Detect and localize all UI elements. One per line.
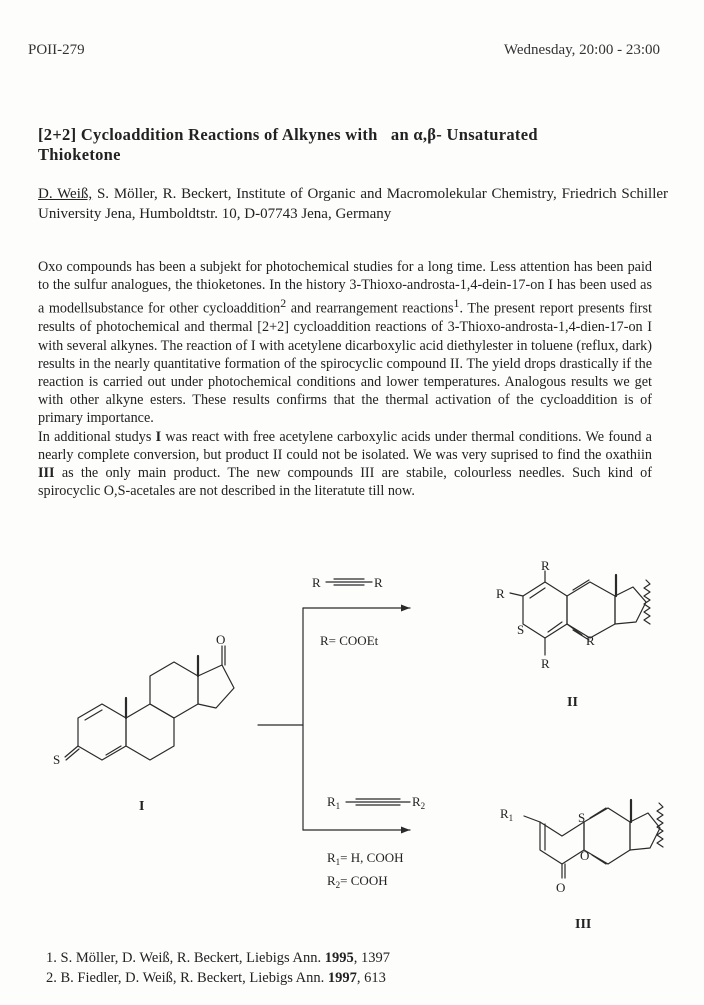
compound-label-ii: II (567, 695, 578, 710)
atom-s-compound-i: S (53, 752, 61, 767)
reference-1 (46, 949, 646, 969)
reference-1-num: 1. (46, 950, 57, 966)
atom-r-ii-right: R (586, 633, 595, 648)
atom-o-iii-carbonyl: O (556, 880, 566, 895)
p2-compound-iii: III (38, 464, 55, 481)
p2-compound-i: I (155, 428, 162, 445)
reference-2 (46, 969, 646, 989)
reference-2-authors: B. Fiedler, D. Weiß, R. Beckert, Liebigs Ann. (60, 969, 325, 986)
p1-part-a: Oxo compounds has been a subjekt for photochemical studies for a long time. Less attention has been paid to the sulfur analogues, the thioketones. In the history 3-Thioxo-androsta-1,4-dein-17-on I has been used as a modellsubstance for other cycloaddition (38, 259, 652, 318)
session-code: POII-279 (28, 42, 85, 58)
atom-o-iii-ring: O (580, 848, 590, 863)
atom-s-iii: S (578, 810, 586, 825)
title-suffix: Thioketone (38, 145, 121, 164)
compound-label-i: I (139, 799, 145, 814)
compound-ii-structure (510, 571, 650, 655)
condition-r2-sub: 2 (335, 880, 341, 890)
condition-top: R= COOEt (320, 633, 379, 648)
title-prefix: [2+2] Cycloaddition Reactions of Alkynes with (38, 125, 378, 144)
reference-2-num: 2. (46, 969, 57, 986)
alkyne-bottom-right-sub: 2 (420, 801, 426, 811)
atom-r1-iii-letter: R (500, 806, 509, 821)
reference-1-authors: S. Möller, D. Weiß, R. Beckert, Liebigs Ann. (60, 950, 322, 966)
title-alpha-beta: an α,β- Unsaturated (390, 125, 538, 144)
p1-part-b: and rearrangement reactions (286, 301, 454, 318)
atom-r-ii-top: R (541, 558, 550, 573)
atom-r-ii-left: R (496, 586, 505, 601)
p1-part-c: . The present report presents first results of photochemical and thermal [2+2] cycloaddition reactions of 3-Thioxo-androsta-1,4-dien-17-on I with several alkynes. The reaction of I with acetylene dicarboxylic acid diethylester in toluene (reflux, dark) results in the nearly quantitative formation of the spirocyclic compound II. The yield drops drastically if the reaction is carried out under photochemical conditions and lower temperatures. Analogous results we get with other alkyne esters. These results confirms that the thermal activation of the cycloaddition is of primary importance. (38, 301, 652, 427)
p2-part-c: as the only main product. The new compounds III are stabile, colourless needles. Such kind of spirocyclic O,S-acetales are not described in the literatute till now. (38, 464, 652, 500)
atom-s-ii: S (517, 622, 525, 637)
alkyne-bottom-right-letter: R (412, 794, 421, 809)
condition-r1-value: = H, COOH (340, 850, 404, 865)
condition-r2-value: = COOH (340, 873, 388, 888)
reference-2-year: 1997 (327, 969, 357, 986)
references (46, 949, 646, 988)
alkyne-top-right-r: R (374, 575, 383, 590)
ref-superscript-2: 2 (280, 296, 287, 311)
atom-r1-iii (500, 806, 513, 823)
presenting-author: D. Weiß, (38, 186, 93, 202)
alkyne-bottom-right-r2 (412, 794, 425, 811)
alkyne-bottom-left-letter: R (327, 794, 336, 809)
alkyne-bottom-left-r1 (327, 794, 340, 811)
condition-r2-letter: R (327, 873, 336, 888)
authors-rest: S. Möller, R. Beckert, Institute of Organic and Macromolekular Chemistry, Friedrich Schiller University Jena, Humboldtstr. 10, D-07743 Jena, Germany (38, 186, 669, 222)
atom-r1-iii-sub: 1 (508, 813, 514, 823)
compound-label-iii: III (575, 917, 592, 932)
condition-r2 (327, 873, 388, 890)
alkyne-top-left-r: R (312, 575, 321, 590)
atom-r-ii-bottom: R (541, 656, 550, 671)
compound-iii-structure (524, 800, 663, 878)
compound-i-structure (65, 646, 234, 760)
condition-r1-letter: R (327, 850, 336, 865)
reference-1-year: 1995 (324, 950, 354, 966)
p2-part-a: In additional studys (38, 428, 152, 445)
p2-part-b: was react with free acetylene carboxylic acids under thermal conditions. We found a nearly complete conversion, but product II could not be isolated. We was very suprised to find the oxathiin (38, 428, 652, 463)
condition-r1 (327, 850, 403, 867)
condition-r1-sub: 1 (335, 857, 341, 867)
session-schedule: Wednesday, 20:00 - 23:00 (503, 42, 660, 58)
reference-1-page: , 1397 (353, 950, 390, 966)
alkyne-bottom-left-sub: 1 (335, 801, 341, 811)
atom-o-compound-i: O (216, 632, 226, 647)
ref-superscript-1: 1 (453, 296, 460, 311)
reference-2-page: , 613 (356, 969, 386, 986)
